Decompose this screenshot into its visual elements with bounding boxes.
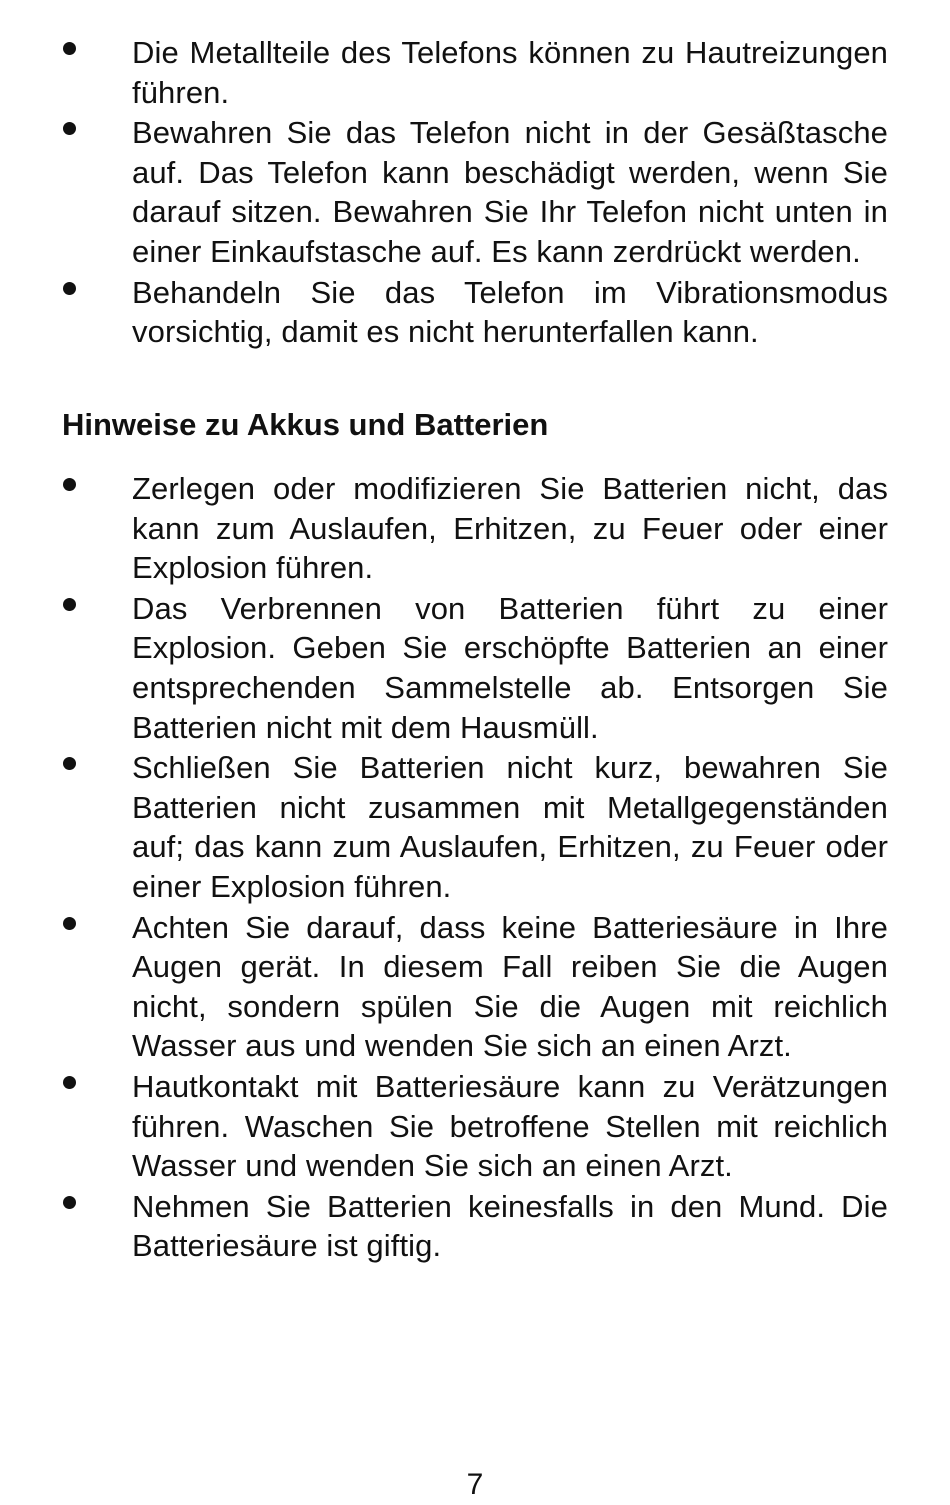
bullet-icon xyxy=(63,122,76,135)
list-item-text: Behandeln Sie das Telefon im Vibrationsmodus vorsichtig, damit es nicht herunterfallen kann. xyxy=(132,274,888,350)
bullet-icon xyxy=(63,282,76,295)
battery-bullet-list xyxy=(0,469,950,1267)
list-item-text: Hautkontakt mit Batteriesäure kann zu Verätzungen führen. Waschen Sie betroffene Stellen mit reichlich Wasser und wenden Sie sich an einen Arzt. xyxy=(132,1068,888,1184)
list-item xyxy=(0,273,950,352)
safety-bullet-list xyxy=(0,33,950,353)
list-item xyxy=(0,33,950,112)
list-item xyxy=(0,113,950,271)
page-number: 7 xyxy=(466,1468,484,1501)
list-item-text: Das Verbrennen von Batterien führt zu einer Explosion. Geben Sie erschöpfte Batterien an einer entsprechenden Sammelstelle ab. Entsorgen Sie Batterien nicht mit dem Hausmüll. xyxy=(132,590,888,745)
list-item-text: Schließen Sie Batterien nicht kurz, bewahren Sie Batterien nicht zusammen mit Metallgegenständen auf; das kann zum Auslaufen, Erhitzen, zu Feuer oder einer Explosion führen. xyxy=(132,750,888,904)
bullet-icon xyxy=(63,1196,76,1209)
list-item xyxy=(0,748,950,906)
section-heading: Hinweise zu Akkus und Batterien xyxy=(62,407,549,442)
list-item-text: Bewahren Sie das Telefon nicht in der Gesäßtasche auf. Das Telefon kann beschädigt werden, wenn Sie darauf sitzen. Bewahren Sie Ihr Telefon nicht unten in einer Einkaufstasche auf. Es kann zerdrückt werden. xyxy=(132,115,888,269)
bullet-icon xyxy=(63,1076,76,1089)
list-item-text: Achten Sie darauf, dass keine Batteriesäure in Ihre Augen gerät. In diesem Fall reiben Sie die Augen nicht, sondern spülen Sie die Augen mit reichlich Wasser aus und wenden Sie sich an einen Arzt. xyxy=(132,909,888,1064)
bullet-icon xyxy=(63,757,76,770)
bullet-icon xyxy=(63,598,76,611)
list-item xyxy=(0,1067,950,1186)
list-item-text: Nehmen Sie Batterien keinesfalls in den Mund. Die Batteriesäure ist giftig. xyxy=(132,1188,888,1264)
bullet-icon xyxy=(63,917,76,930)
bullet-icon xyxy=(63,478,76,491)
list-item xyxy=(0,908,950,1066)
list-item xyxy=(0,1187,950,1266)
list-item-text: Zerlegen oder modifizieren Sie Batterien nicht, das kann zum Auslaufen, Erhitzen, zu Feuer oder einer Explosion führen. xyxy=(132,471,888,586)
list-item xyxy=(0,469,950,588)
list-item-text: Die Metallteile des Telefons können zu Hautreizungen führen. xyxy=(132,35,888,110)
list-item xyxy=(0,589,950,747)
bullet-icon xyxy=(63,42,76,55)
